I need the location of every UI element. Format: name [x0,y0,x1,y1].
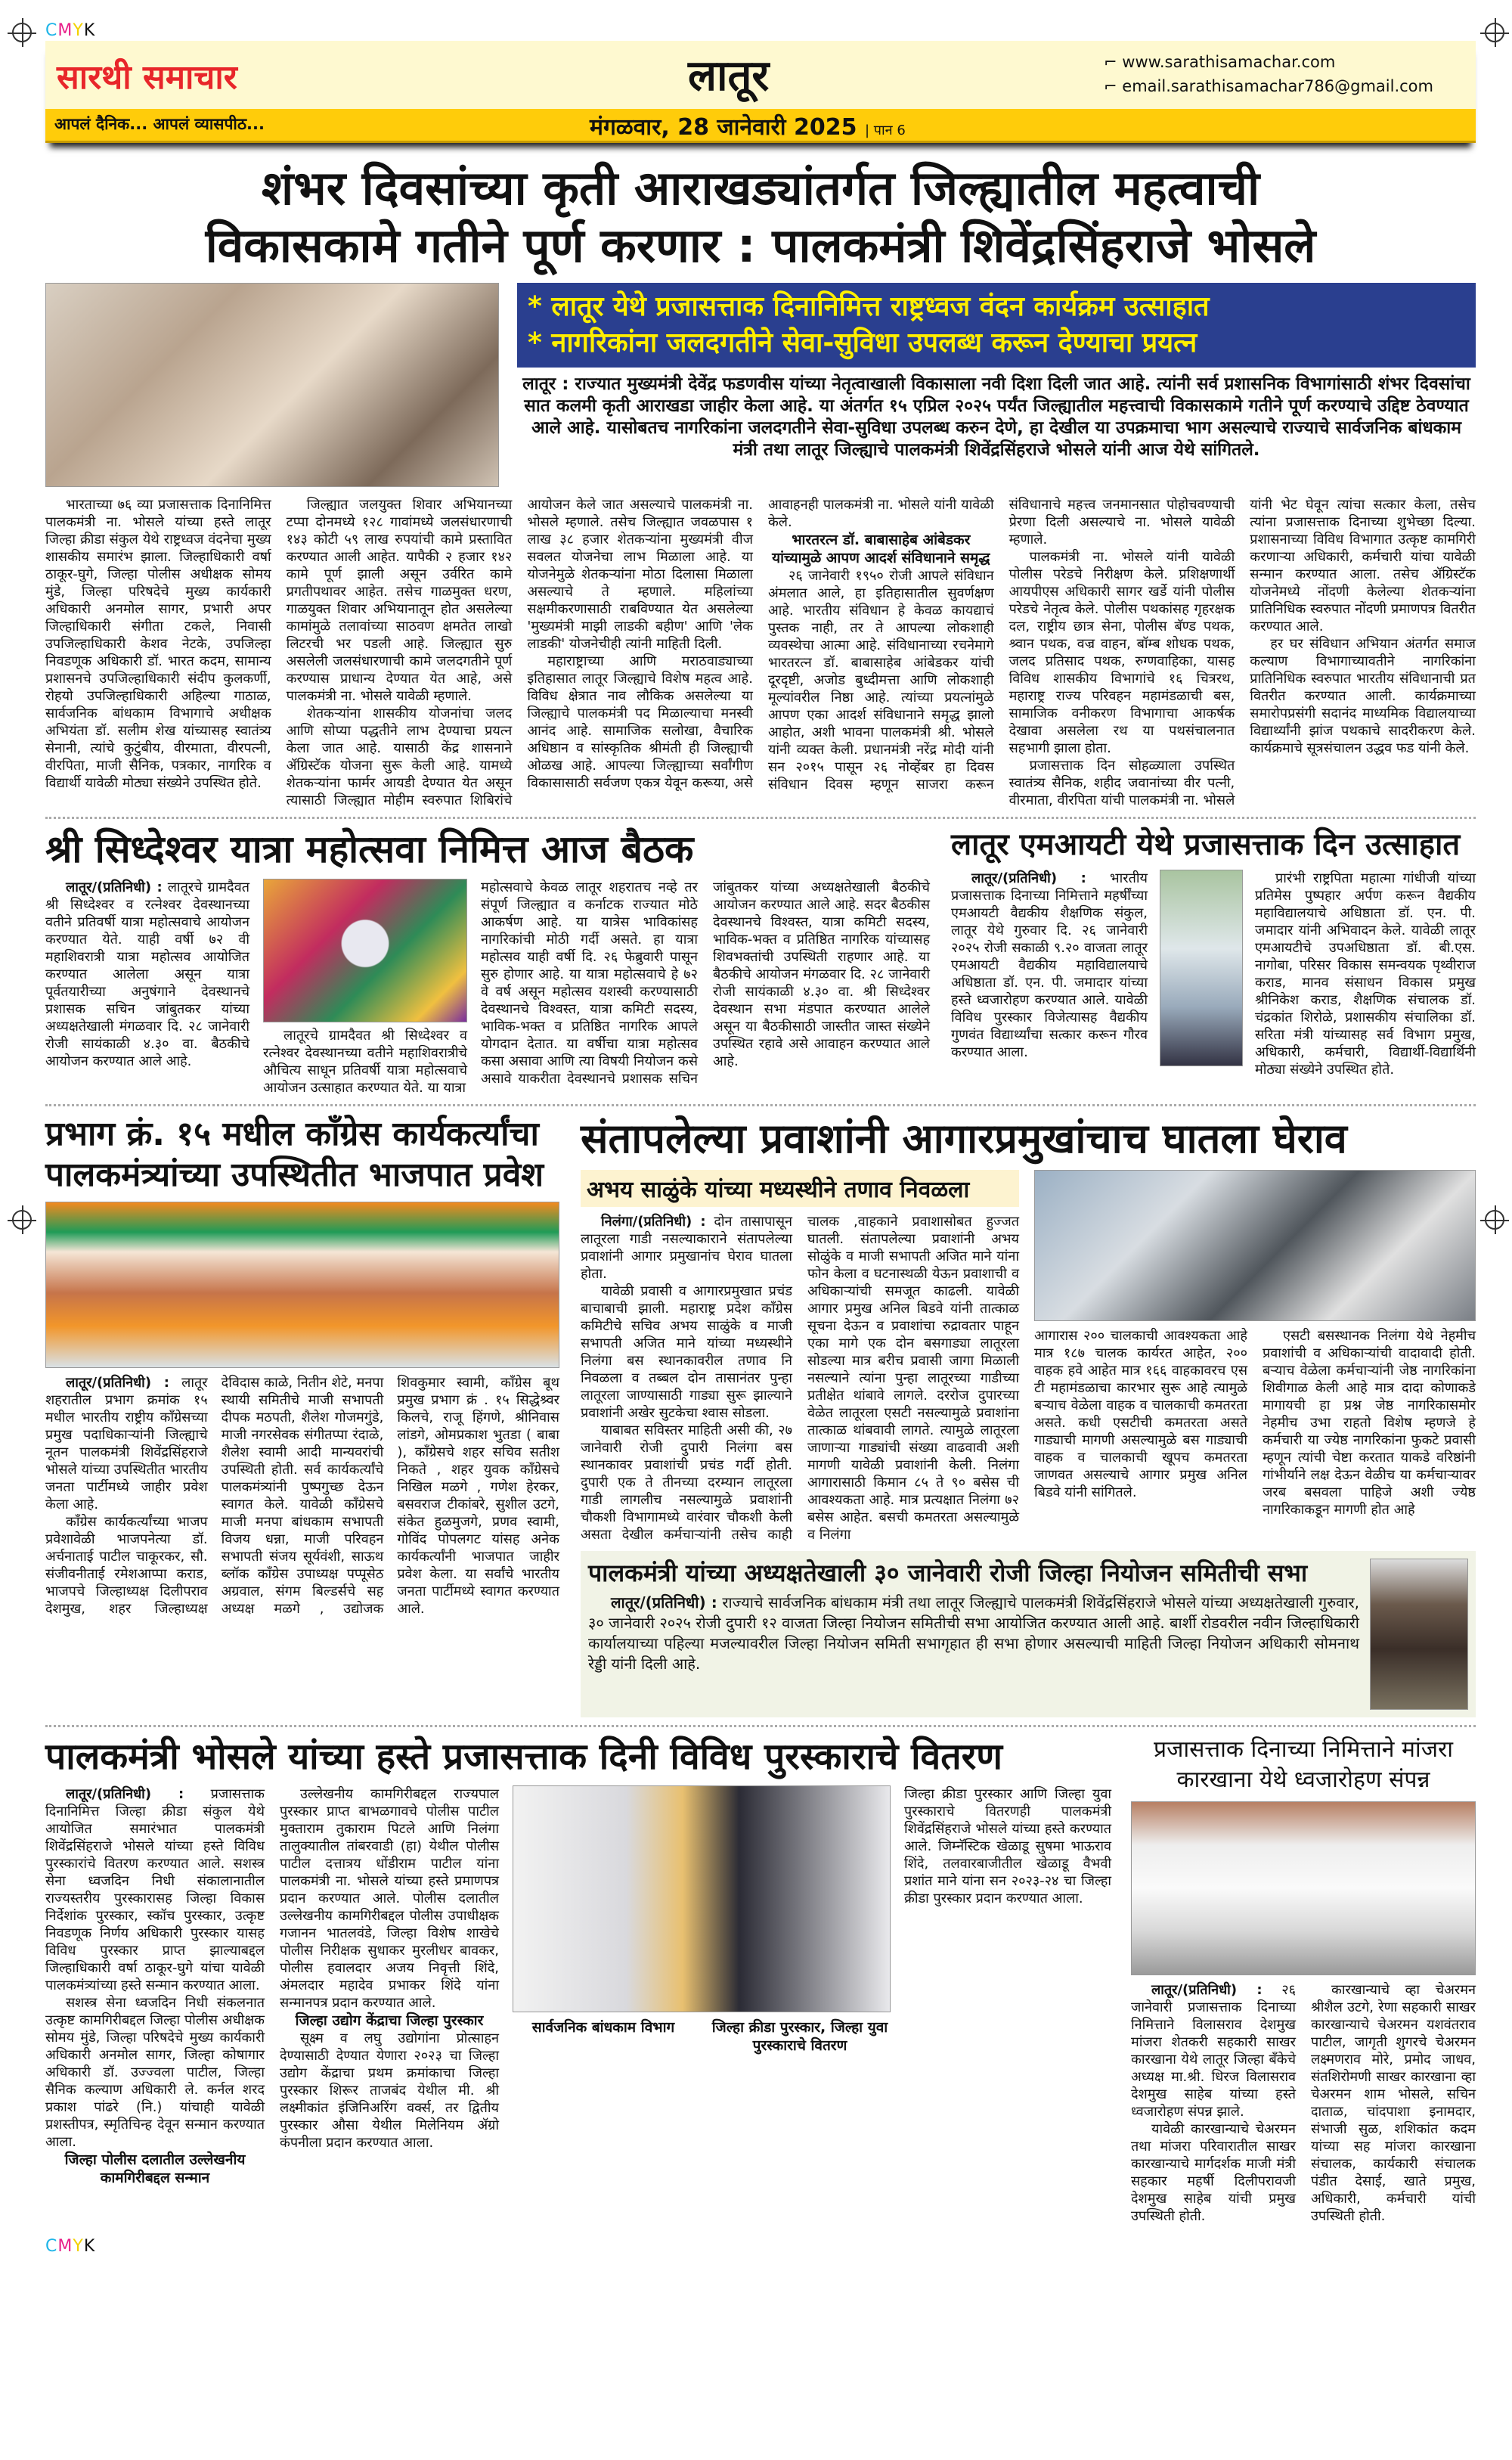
siddheshwar-idol-photo [263,879,467,1022]
bus-body-right: आगारास २०० चालकाची आवश्यकता आहे मात्र १८७ चालक कार्यरत आहेत, २०० वाहक हवे आहेत मात्र १६६ वाहकावरच एस टी महामंडळाचा कारभार सुरू आहे त्यामुळे बऱ्याच वेळेला वाहक व चालकाची कमतरता असते. कधी एसटीची कमतरता असते गाड्याची मागणी असल्यामुळे बस गाड्याची वाहक व चालकाची खूपच कमतरता जाणवत असल्याचे आगार प्रमुख अनिल बिडवे यांनी सांगितले. एसटी बसस्थानक निलंगा येथे नेहमीच प्रवाशांची व अधिकाऱ्यांची वादावादी होती. बऱ्याच वेळेला कर्मचाऱ्यांनी जेष्ठ नागरिकांना शिवीगाळ केली आहे मात्र दादा कोणाकडे मागायची हा प्रश्न जेष्ठ नागरिकासमोर नेहमीच उभा राहतो विशेष म्हणजे हे कर्मचारी या ज्येष्ठ नागरिकांना फुकटे प्रवासी म्हणून त्यांची चेष्टा करतात याकडे वरिष्ठांनी गांभीर्याने लक्ष देऊन वेळीच या कर्मचाऱ्यावर जरब बसवला पाहिजे अशी ज्येष्ठ नागरिकाकडून मागणी होत आहे [1034,1328,1476,1518]
mit-flag-photo [1160,870,1243,1066]
tagline: आपलं दैनिक... आपलं व्यासपीठ... [54,115,265,133]
page-number: | पान 6 [864,123,906,138]
awards-body-left: लातूर/(प्रतिनिधी) : प्रजासत्ताक दिनानिमित्त जिल्हा क्रीडा संकुल येथे आयोजित समारंभात पालकमंत्री शिवेंद्रसिंहराजे भोसले यांच्या हस्ते विविध पुरस्कारांचे वितरण करण्यात आले. सशस्त्र सेना ध्वजदिन निधी संकालानातील राज्यस्तरीय पुरस्कारासह जिल्हा विकास निर्देशांक पुरस्कार, स्कॉच पुरस्कार, उत्कृष्ट निवडणूक निर्णय अधिकारी पुरस्कार यासह विविध पुरस्कार प्राप्त झाल्याबद्दल जिल्हाधिकारी वर्षा ठाकूर-घुगे यांचा यावेळी पालकमंत्र्यांच्या हस्ते सन्मान करण्यात आला. सशस्त्र सेना ध्वजदिन निधी संकलनात उत्कृष्ट कामगिरीबद्दल जिल्हा पोलीस अधीक्षक सोमय मुंडे, जिल्हा परिषदेचे मुख्य कार्यकारी अधिकारी अनमोल सागर, जिल्हा कोषागार अधिकारी डॉ. उज्ज्वला पाटील, जिल्हा सैनिक कल्याण अधिकारी ले. कर्नल शरद प्रकाश पांढरे (नि.) यांचाही यावेळी प्रशस्तीपत्र, स्मृतिचिन्ह देवून सन्मान करण्यात आला. जिल्हा पोलीस दलातील उल्लेखनीय कामगिरीबद्दल सन्मान उल्लेखनीय कामगिरीबद्दल राज्यपाल पुरस्कार प्राप्त बाभळगावचे पोलीस पाटील मुक्ताराम तुकाराम पिटले आणि निलंगा तालुक्यातील तांबरवाडी (हा) येथील पोलीस पाटील दत्तात्रय धोंडीराम पाटील यांना पालकमंत्री ना. भोसले यांच्या हस्ते प्रमाणपत्र प्रदान करण्यात आले. पोलीस दलातील उल्लेखनीय कामगिरीबद्दल पोलीस उपाधीक्षक गजानन भातलवंडे, जिल्हा विशेष शाखेचे पोलीस निरीक्षक सुधाकर मुरलीधर बावकर, पोलीस हवालदार अजय निवृत्ती शिंदे, अंमलदार महादेव प्रभाकर शिंदे यांना सन्मानपत्र प्रदान करण्यात आले. जिल्हा उद्योग केंद्राचा जिल्हा पुरस्कार सूक्ष्म व लघु उद्योगांना प्रोत्साहन देण्यासाठी देण्यात येणारा २०२३ चा जिल्हा उद्योग केंद्राचा प्रथम क्रमांकाचा जिल्हा पुरस्कार शिरूर ताजबंद येथील मी. श्री लक्ष्मीकांत इंजिनिअरिंग वर्क्स, तर द्वितीय पुरस्कार औसा येथील मिलेनियम ॲग्रो कंपनीला प्रदान करण्यात आला. [45,1785,499,2186]
dateline: लातूर/(प्रतिनिधी) : [971,870,1086,887]
lead-headline-line-2: विकासकामे गतीने पूर्ण करणार : पालकमंत्री शिवेंद्रसिंहराजे भोसले [205,217,1316,273]
body-subheading: जिल्हा क्रीडा पुरस्कार, जिल्हा युवा पुरस्काराचे वितरण [711,2018,888,2054]
manjara-flag-salute-photo [1131,1801,1476,1975]
lead-body [45,496,1476,809]
body-subheading: सार्वजनिक बांधकाम विभाग [531,2018,675,2036]
mit-headline: लातूर एमआयटी येथे प्रजासत्ताक दिन उत्साहात [951,827,1461,863]
bus-stand-photo [1034,1170,1476,1321]
registration-crosshair-icon [1485,23,1504,42]
mit-body-col1: लातूर/(प्रतिनिधी) : भारतीय प्रजासत्ताक दिनाच्या निमित्ताने महर्षींच्या एमआयटी वैद्यकीय शैक्षणिक संकुल, लातूर येथे गुरुवार दि. २६ जानेवारी २०२५ रोजी सकाळी ९.२० वाजता लातूर एमआयटी वैद्यकीय महाविद्यालयाचे अधिष्ठाता डॉ. एन. पी. जमादार यांच्या हस्ते ध्वजारोहण करण्यात आले. यावेळी विविध पुरस्कार विजेत्यासह वैद्यकीय गुणवंत विद्यार्थ्यांचा सत्कार करून गौरव करण्यात आला. [951,870,1148,1061]
awards-ceremony-photo [513,1785,891,2012]
registration-crosshair-icon [12,23,32,42]
email-icon: ⌐ [1104,77,1123,95]
body-paragraph: महाराष्ट्राच्या आणि मराठवाड्याच्या इतिहासात लातूर जिल्ह्याचे विशेष महत्व आहे. विविध क्षेत्रात नाव लौकिक असलेल्या या जिल्ह्याचे पालकमंत्री पद मिळाल्याचा मनस्वी आनंद आहे. सामाजिक सलोखा, वैचारिक अधिष्ठान व सांस्कृतिक श्रीमंती ही जिल्ह्याची ओळख आहे. आपल्या जिल्ह्याच्या सर्वांगीण विकासासाठी सर्वजण एकत्र येवून करूया, असे आवाहनही पालकमंत्री ना. भोसले यांनी यावेळी केले. [527,497,994,792]
awards-story [45,1735,1111,2187]
section-divider [45,1104,1476,1106]
body-subheading: भारतरत्न डॉ. बाबासाहेब आंबेडकर यांच्यामुळे आपण आदर्श संविधानाने समृद्ध [772,532,990,567]
date-band [45,109,1476,143]
congress-body: लातूर/(प्रतिनिधी) : लातूर शहरातील प्रभाग क्रमांक १५ मधील भारतीय राष्ट्रीय काँग्रेसच्या प्रमुख पदाधिकाऱ्यांनी जिल्ह्याचे नूतन पालकमंत्री शिवेंद्रसिंहराजे भोसले यांच्या उपस्थितीत भारतीय जनता पार्टीमध्ये जाहीर प्रवेश केला आहे. काँग्रेस कार्यकर्त्यांच्या भाजप प्रवेशावेळी भाजपनेत्या डॉ. अर्चनाताई पाटील चाकूरकर, सौ. संजीवनीताई रमेशआप्पा कराड, भाजपचे जिल्हाध्यक्ष दिलीपराव देशमुख, शहर जिल्हाध्यक्ष देविदास काळे, नितीन शेटे, मनपा स्थायी समितीचे माजी सभापती दीपक मठपती, शैलेश गोजमगुंडे, माजी नगरसेवक संगीतप्पा रंदाळे, शैलेश स्वामी आदी मान्यवरांची उपस्थिती होती. सर्व कार्यकर्त्यांचे पालकमंत्र्यांनी पुष्पगुच्छ देऊन स्वागत केले. यावेळी काँग्रेसचे माजी मनपा बांधकाम सभापती विजय धन्ना, माजी परिवहन सभापती संजय सूर्यवंशी, साऊथ ब्लॉक काँग्रेस उपाध्यक्ष पप्पूसेठ अग्रवाल, संगम बिल्डर्सचे सह अध्यक्ष मळगे , उद्योजक शिवकुमार स्वामी, काँग्रेस बूथ प्रमुख प्रभाग क्रं . १५ सिद्धेश्र्वर किलचे, राजू हिंगणे, श्रीनिवास लांडगे, ओमप्रकाश भुतडा ( बाबा ), काँग्रेसचे शहर सचिव सतीश निकते , शहर युवक काँग्रेसचे निखिल मळगे , गणेश हेरकर, बसवराज टीकांबरे, सुशील उटगे, संकेत हुळमुजगे, प्रणव स्वामी, गोविंद पोपलगट यांसह अनेक कार्यकर्त्यांनी भाजपात जाहीर प्रवेश केला. या सर्वांचे भारतीय जनता पार्टीमध्ये स्वागत करण्यात आले. [45,1374,559,1617]
issue-date: मंगळवार, 28 जानेवारी 2025 | पान 6 [590,114,906,141]
body-paragraph: प्रजासत्ताक दिन सोहळ्याला उपस्थित स्वातंत्र्य सैनिक, शहीद जवानांच्या वीर पत्नी, वीरमाता, वीरपिता यांची पालकमंत्री ना. भोसले यांनी भेट घेवून त्यांचा सत्कार केला, तसेच त्यांना प्रजासत्ताक दिनाच्या शुभेच्छा दिल्या. प्रशासनाच्या विविध विभागात उत्कृष्ट कामगिरी करणाऱ्या अधिकारी, कर्मचारी यांचा यावेळी सन्मान करण्यात आला. तसेच ॲग्रिस्टॅक योजनेमध्ये नोंदणी केलेल्या शेतकऱ्यांना प्रातिनिधिक स्वरुपात नोंदणी प्रमाणपत्र वितरीत करण्यात आले. [1009,497,1476,809]
cmyk-print-mark-bottom: CMYK [45,2237,96,2257]
lead-intro: लातूर : राज्यात मुख्यमंत्री देवेंद्र फडणवीस यांच्या नेतृत्वाखाली विकासाला नवी दिशा दिली जात आहे. त्यांनी सर्व प्रशासनिक विभागांसाठी शंभर दिवसांचा सात कलमी कृती आराखडा जाहीर केला आहे. या अंतर्गत १५ एप्रिल २०२५ पर्यंत जिल्ह्यातील महत्त्वाची विकासकामे गतीने पूर्ण करण्याचे उद्दिष्ट ठेवण्यात आले आहे. यासोबतच नागरिकांना जलदगतीने सेवा-सुविधा उपलब्ध करुन देणे, हा देखील या उपक्रमाचा भाग असल्याचे राज्याचे सार्वजनिक बांधकाम मंत्री तथा लातूर जिल्ह्याचे पालकमंत्री शिवेंद्रसिंहराजे भोसले यांनी आज येथे सांगितले. [522,374,1470,461]
dpc-meeting-headline: पालकमंत्री यांच्या अध्यक्षतेखाली ३० जानेवारी रोजी जिल्हा नियोजन समितीची सभा [588,1559,1308,1588]
body-subheading: जिल्हा पोलीस दलातील उल्लेखनीय कामगिरीबद्दल सन्मान [64,2151,246,2186]
manjara-body: लातूर/(प्रतिनिधी) : २६ जानेवारी प्रजासत्ताक दिनाच्या निमित्ताने विलासराव देशमुख मांजरा शेतकरी सहकारी साखर कारखाना येथे लातूर जिल्हा बँकेचे अध्यक्ष मा.श्री. धिरज विलासराव देशमुख साहेब यांच्या हस्ते ध्वजारोहण संपन्न झाले. यावेळी कारखान्याचे चेअरमन तथा मांजरा परिवारातील साखर कारखान्याचे मार्गदर्शक माजी मंत्री सहकार महर्षी दिलीपरावजी देशमुख साहेब यांची प्रमुख उपस्थिती होती. कारखान्याचे व्हा चेअरमन श्रीशैल उटगे, रेणा सहकारी साखर कारखान्याचे चेअरमन यशवंतराव पाटील, जागृती शुगरचे चेअरमन लक्ष्मणराव मोरे, प्रमोद जाधव, संतशिरोमणी साखर कारखाना व्हा चेअरमन शाम भोसले, सचिन दाताळ, चांदपाशा इनामदार, संभाजी सुळ, शशिकांत कदम यांच्या सह मांजरा कारखाना संचालक, कार्यकारी संचालक पंडीत देसाई, खाते प्रमुख, अधिकारी, कर्मचारी यांची उपस्थिती होती. [1131,1982,1476,2225]
congress-story [45,1114,559,1617]
registration-crosshair-icon [12,1210,32,1230]
body-paragraph: भारताच्या ७६ व्या प्रजासत्ताक दिनानिमित्त पालकमंत्री ना. भोसले यांच्या हस्ते लातूर जिल्हा क्रीडा संकुल येथे राष्ट्रध्वज वंदनेचा मुख्य शासकीय समारंभ झाला. जिल्हाधिकारी वर्षा ठाकूर-घुगे, जिल्हा पोलीस अधीक्षक सोमय मुंडे, जिल्हा परिषदेचे मुख्य कार्यकारी अधिकारी अनमोल सागर, प्रभारी अपर जिल्हाधिकारी संगीता टकले, निवासी उपजिल्हाधिकारी केशव नेटके, उपजिल्हा निवडणूक अधिकारी डॉ. भारत कदम, सामान्य प्रशासनचे उपजिल्हाधिकारी संदीप कुलकर्णी, रोहयो उपजिल्हाधिकारी अहिल्या गाठाळ, सार्वजनिक बांधकाम विभागाचे अधीक्षक अभियंता डॉ. सलीम शेख यांच्यासह स्वातंत्र्य सेनानी, त्यांचे कुटुंबीय, वीरमाता, वीरपत्नी, वीरपिता, माजी सैनिक, पत्रकार, नागरिक व विद्यार्थी यावेळी मोठ्या संख्येने उपस्थित होते. [45,497,271,792]
mit-body-col2: प्रारंभी राष्ट्रपिता महात्मा गांधीजी यांच्या प्रतिमेस पुष्पहार अर्पण करून वैद्यकीय महाविद्यालयाचे अधिष्ठाता डॉ. एन. पी. जमादार यांनी अभिवादन केले. यावेळी लातूर एमआयटीचे उपअधिष्ठाता डॉ. बी.एस. नागोबा, परिसर विकास समन्वयक पृथ्वीराज कराड, मानव संसाधन विकास प्रमुख श्रीनिकेश कराड, शैक्षणिक संचालक डॉ. चंद्रकांत शिरोळे, प्रशासकीय संचालिका डॉ. सरिता मंत्री यांच्यासह सर्व विभाग प्रमुख, अधिकारी, कर्मचारी, विद्यार्थी-विद्यार्थिनी मोठ्या संख्येने उपस्थित होते. [1255,870,1476,1078]
bus-story [581,1114,1476,1717]
mit-story [951,827,1476,1078]
guardian-minister-portrait [1370,1559,1468,1710]
manjara-story [1131,1735,1476,2225]
dpc-meeting-body: लातूर/(प्रतिनिधी) : राज्याचे सार्वजनिक बांधकाम मंत्री तथा लातूर जिल्ह्याचे पालकमंत्री शिवेंद्रसिंहराजे भोसले यांच्या अध्यक्षतेखाली गुरुवार, ३० जानेवारी २०२५ रोजी दुपारी १२ वाजता जिल्हा नियोजन समितीची सभा आयोजित करण्यात आली आहे. बार्शी रोडवरील नवीन जिल्हाधिकारी कार्यालयाच्या पहिल्या मजल्यावरील जिल्हा नियोजन समिती सभागृहात ही सभा होणार असल्याची माहिती जिल्हा नियोजन अधिकारी सोमनाथ रेड्डी यांनी दिली आहे. [588,1593,1359,1674]
body-paragraph: २६ जानेवारी १९५० रोजी आपले संविधान अंमलात आले, हा इतिहासातील सुवर्णक्षण आहे. भारतीय संविधान हे केवळ कायद्याचं पुस्तक नाही, तर ते आपल्या लोकशाही व्यवस्थेचा आत्मा आहे. संविधानाच्या रचनेमागे भारतरत्न डॉ. बाबासाहेब आंबेडकर यांची दूरदृष्टी, अजोड बुध्दीमत्ता आणि लोकशाही मूल्यांवरील निष्ठा आहे. त्यांच्या प्रयत्नांमुळे आपण एका आदर्श संविधानाने समृद्ध झालो आहोत, अशी भावना पालकमंत्री श्री. भोसले यांनी व्यक्त केली. प्रधानमंत्री नरेंद्र मोदी यांनी सन २०१५ पासून २६ नोव्हेंबर हा दिवस संविधान दिवस म्हणून साजरा करून संविधानाचे महत्त्व जनमानसात पोहोचवण्याची प्रेरणा दिली असल्याचे ना. भोसले यावेळी म्हणाले. [767,497,1235,793]
lead-headline-line-1: शंभर दिवसांच्या कृती आराखड्यांतर्गत जिल्ह्यातील महत्वाची [261,160,1260,216]
bus-headline: संतापलेल्या प्रवाशांनी आगारप्रमुखांचाच घातला घेराव [581,1115,1347,1163]
email-link[interactable]: email.sarathisamachar786@gmail.com [1122,77,1433,95]
siddheshwar-body-col3: महोत्सवाचे केवळ लातूर शहरातच नव्हे तर संपूर्ण जिल्ह्यात व कर्नाटक राज्यात मोठे आकर्षण आहे. या यात्रेस भाविकांसह नागरिकांची मोठी गर्दी असते. हा यात्रा महोत्सव याही वर्षी दि. २६ फेब्रुवारी पासून सुरु होणार आहे. या यात्रा महोत्सवाचे हे ७२ वे वर्ष असून महोत्सव यशस्वी करण्यासाठी देवस्थानचे विश्वस्त, यात्रा कमिटी सदस्य, भाविक-भक्त व प्रतिष्ठित नागरिक आपले योगदान देतात. या वर्षीचा यात्रा महोत्सव कसा असावा आणि त्या विषयी नियोजन कसे असावे याकरीता देवस्थानचे प्रशासक सचिन जांबुतकर यांच्या अध्यक्षतेखाली बैठकीचे आयोजन करण्यात आले आहे. सदर बैठकीस देवस्थानचे विश्वस्त, यात्रा कमिटी सदस्य, भाविक-भक्त व प्रतिष्ठित नागरिक यांच्यासह शिवभक्तांची उपस्थिती राहणार आहे. या बैठकीचे आयोजन मंगळवार दि. २८ जानेवारी रोजी सायंकाळी ४.३० वा. श्री सिध्देश्वर देवस्थान सभा मंडपात करण्यात आलेले असून या बैठकीसाठी जास्तीत जास्त संख्येने उपस्थित रहावे असे आवाहन करण्यात आले आहे. [481,879,930,1087]
highlight-item: * नागरिकांना जलदगतीने सेवा-सुविधा उपलब्ध करून देण्याचा प्रयत्न [528,327,1198,359]
siddheshwar-body-col1: लातूर/(प्रतिनिधी) : लातूरचे ग्रामदैवत श्री सिध्देश्वर व रत्नेश्वर देवस्थानच्या वतीने प्रतिवर्षी यात्रा महोत्सवाचे आयोजन करण्यात येते. याही वर्षी ७२ वी महाशिवरात्री यात्रा महोत्सव आयोजित करण्यात आलेला असून यात्रा पूर्वतयारीच्या अनुषंगाने देवस्थानचे प्रशासक सचिन जांबुतकर यांच्या अध्यक्षतेखाली मंगळवार दि. २८ जानेवारी रोजी सायंकाळी ४.३० वा. बैठकीचे आयोजन करण्यात आले आहे. [45,879,249,1070]
body-paragraph: जिल्ह्यात जलयुक्त शिवार अभियानच्या टप्पा दोनमध्ये १२८ गावांमध्ये जलसंधारणाची १४३ कोटी ५९ लाख रुपयांची कामे प्रस्तावित करण्यात आली आहेत. यापैकी २ हजार १४२ कामे पूर्ण झाली असून उर्वरित कामे प्रगतीपथावर आहेत. तसेच गाळमुक्त धरण, गाळयुक्त शिवार अभियानातून होत असलेल्या कामांमुळे तलावांच्या साठवण क्षमतेत लाखो लिटरची भर पडली आहे. जिल्ह्यात सुरु असलेली जलसंधारणाची कामे जलदगतीने पूर्ण करण्यास प्राधान्य देण्यात येत आहे, असे पालकमंत्री ना. भोसले यावेळी म्हणाले. [286,497,513,705]
bjp-entry-group-photo [45,1202,559,1368]
siddheshwar-story [45,827,930,1097]
bus-subheadline: अभय साळुंके यांच्या मध्यस्थीने तणाव निवळला [581,1170,1019,1207]
bus-body-left: निलंगा/(प्रतिनिधी) : दोन तासापासून लातूरला गाडी नसल्याकाराने संतापलेल्या प्रवाशांनी आगार प्रमुखानांच घेराव घातला होता. यावेळी प्रवासी व आगारप्रमुखात प्रचंड बाचाबाची झाली. महाराष्ट्र प्रदेश काँग्रेस कमिटीचे सचिव अभय साळुंके व माजी सभापती अजित माने यांच्या मध्यस्थीने निलंगा बस स्थानकावरील तणाव नि निवळला व तब्बल दोन तासानंतर पुन्हा लातूरला जाण्यासाठी गाड्या सुरू झाल्याने प्रवाशांनी अखेर सुटकेचा श्वास सोडला. याबाबत सविस्तर माहिती असी की, २७ जानेवारी रोजी दुपारी निलंगा बस स्थानकावर प्रवाशांची प्रचंड गर्दी होती. दुपारी एक ते तीनच्या दरम्यान लातूरला गाडी लागलीच नसल्यामुळे प्रवाशांनी चौकशी विभागामध्ये वारंवार चौकशी केली असता देखील कर्मचाऱ्यांनी तसेच काही चालक ,वाहकाने प्रवाशासोबत हुज्जत घातली. संतापलेल्या प्रवाशांनी अभय सोळुंके व माजी सभापती अजित माने यांना फोन केला व घटनास्थळी येऊन प्रवाशाची व अधिकाऱ्यांची समजूत काढली. यावेळी आगार प्रमुख अनिल बिडवे यांनी तात्काळ सूचना देऊन व प्रवाशांचा रुद्रावतार पाहून एका मागे एक दोन बसगाड्या लातूरला सोडल्या मात्र बरीच प्रवासी जागा मिळाली नसल्याने त्यांना पुन्हा लातूरच्या गाडीच्या प्रतीक्षेत थांबावे लागले. दररोज दुपारच्या वेळेत लातूरला एसटी नसल्यामुळे प्रवाशांना तात्काळ थांबवावी लागते. त्यामुळे लातूरला जाणाऱ्या गाड्यांची संख्या वाढवावी अशी मागणी यावेळी प्रवाशांनी केली. निलंगा आगारासाठी किमान ८५ ते ९० बसेस ची आवश्यकता आहे. मात्र प्रत्यक्षात निलंगा ७२ बसेस आहेत. बसची कमतरता असल्यामुळे व निलंगा [581,1214,1019,1543]
registration-crosshair-icon [1485,1210,1504,1230]
highlight-item: * लातूर येथे प्रजासत्ताक दिनानिमित्त राष्ट्रध्वज वंदन कार्यक्रम उत्साहात [528,291,1210,323]
dpc-meeting-box [581,1551,1476,1717]
section-divider [45,817,1476,819]
body-paragraph: पालकमंत्री ना. भोसले यांनी यावेळी पोलीस परेडचे निरीक्षण केले. प्रशिक्षणार्थी आयपीएस अधिकारी सागर खर्डे यांनी पोलीस परेडचे नेतृत्व केले. पोलीस पथकांसह गृहरक्षक दल, राष्ट्रीय छात्र सेना, पोलीस बॅण्ड पथक, श्र्वान पथक, वज्र वाहन, बॉम्ब शोधक पथक, जलद प्रतिसाद पथक, रुग्णवाहिका, यासह विविध शासकीय विभागांचे १६ चित्ररथ, महाराष्ट्र राज्य परिवहन महामंडळाची बस, सामाजिक वनीकरण विभागाचा आकर्षक देखावा असलेला रथ या पथसंचालनात सहभागी झाला होता. [1009,549,1235,757]
body-paragraph: शेतकऱ्यांना शासकीय योजनांचा जलद आणि सोप्या पद्धतीने लाभ देण्याचा प्रयत्न केला जात आहे. यासाठी केंद्र शासनाने ॲग्रिस्टॅक योजना सुरू केली आहे. यामध्ये शेतकऱ्यांना फार्मर आयडी देण्यात येत असून त्यासाठी जिल्ह्यात मोहीम स्वरुपात शिबिरांचे आयोजन केले जात असल्याचे पालकमंत्री ना. भोसले म्हणाले. तसेच जिल्ह्यात जवळपास १ लाख ३८ हजार शेतकऱ्यांना मुख्यमंत्री वीज सवलत योजनेचा लाभ मिळाला आहे. या योजनेमुळे शेतकऱ्यांना मोठा दिलासा मिळाला असल्याचे ते म्हणाले. महिलांच्या सक्षमीकरणासाठी राबविण्यात येत असलेल्या 'मुख्यमंत्री माझी लाडकी बहीण' आणि 'लेक लाडकी' योजनेचीही त्यांनी माहिती दिली. [286,497,753,809]
newspaper-logo: सारथी समाचार [57,58,237,97]
dateline: लातूर/(प्रतिनिधी) : [66,879,163,896]
contact-info [1104,50,1433,98]
masthead [45,41,1476,143]
congress-headline-line-2: पालकमंत्र्यांच्या उपस्थितीत भाजपात प्रवेश [45,1155,544,1194]
lead-highlights-box [517,283,1476,368]
siddheshwar-headline: श्री सिध्देश्वर यात्रा महोत्सवा निमित्त आज बैठक [45,827,694,872]
body-paragraph: हर घर संविधान अभियान अंतर्गत समाज कल्याण विभागाच्यावतीने नागरिकांना प्रातिनिधिक स्वरुपात भारतीय संविधानाची प्रत वितरीत करण्यात आली. कार्यक्रमाच्या समारोपप्रसंगी सदानंद माध्यमिक विद्यालयाच्या विद्यार्थ्यांनी झांज पथकाचे सादरीकरण केले. कार्यक्रमाचे सूत्रसंचालन उद्धव फड यांनी केले. [1250,636,1476,757]
congress-headline-line-1: प्रभाग क्रं. १५ मधील काँग्रेस कार्यकर्त्यांचा [45,1115,539,1154]
manjara-headline: प्रजासत्ताक दिनाच्या निमित्ताने मांजरा कारखाना येथे ध्वजारोहण संपन्न [1154,1736,1453,1794]
dateline: लातूर/(प्रतिनिधी) : [1151,1982,1263,1999]
cmyk-print-mark-top: CMYK [45,21,96,40]
edition-city: लातूर [688,51,770,101]
dateline: लातूर/(प्रतिनिधी) : [66,1785,184,1802]
web-icon: ⌐ [1104,53,1123,71]
dateline: निलंगा/(प्रतिनिधी) : [601,1214,706,1230]
dateline: लातूर/(प्रतिनिधी) : [611,1593,717,1612]
dateline: लातूर/(प्रतिनिधी) : [66,1374,169,1391]
siddheshwar-body-col2: लातूरचे ग्रामदैवत श्री सिध्देश्वर व रत्नेश्वर देवस्थानच्या वतीने महाशिवरात्रीचे औचित्य साधून प्रतिवर्षी यात्रा महोत्सवाचे आयोजन उत्साहात करण्यात येते. या यात्रा [263,1028,467,1097]
section-divider [45,1725,1476,1727]
website-link[interactable]: www.sarathisamachar.com [1122,53,1336,71]
body-subheading: जिल्हा उद्योग केंद्राचा जिल्हा पुरस्कार [295,2012,484,2029]
awards-body-middle [513,2018,891,2055]
awards-headline: पालकमंत्री भोसले यांच्या हस्ते प्रजासत्ताक दिनी विविध पुरस्काराचे वितरण [45,1736,1002,1779]
lead-photo-flag-hoisting [45,283,499,487]
awards-body-right: जिल्हा क्रीडा पुरस्कार आणि जिल्हा युवा पुरस्काराचे वितरणही पालकमंत्री शिवेंद्रसिंहराजे भोसले यांच्या हस्ते करण्यात आले. जिम्नॅस्टिक खेळाडू सुषमा भाऊराव शिंदे, तलवारबाजीतील खेळाडू वैभवी प्रशांत माने यांना सन २०२३-२४ चा जिल्हा क्रीडा पुरस्कार प्रदान करण्यात आला. [904,1785,1111,1906]
